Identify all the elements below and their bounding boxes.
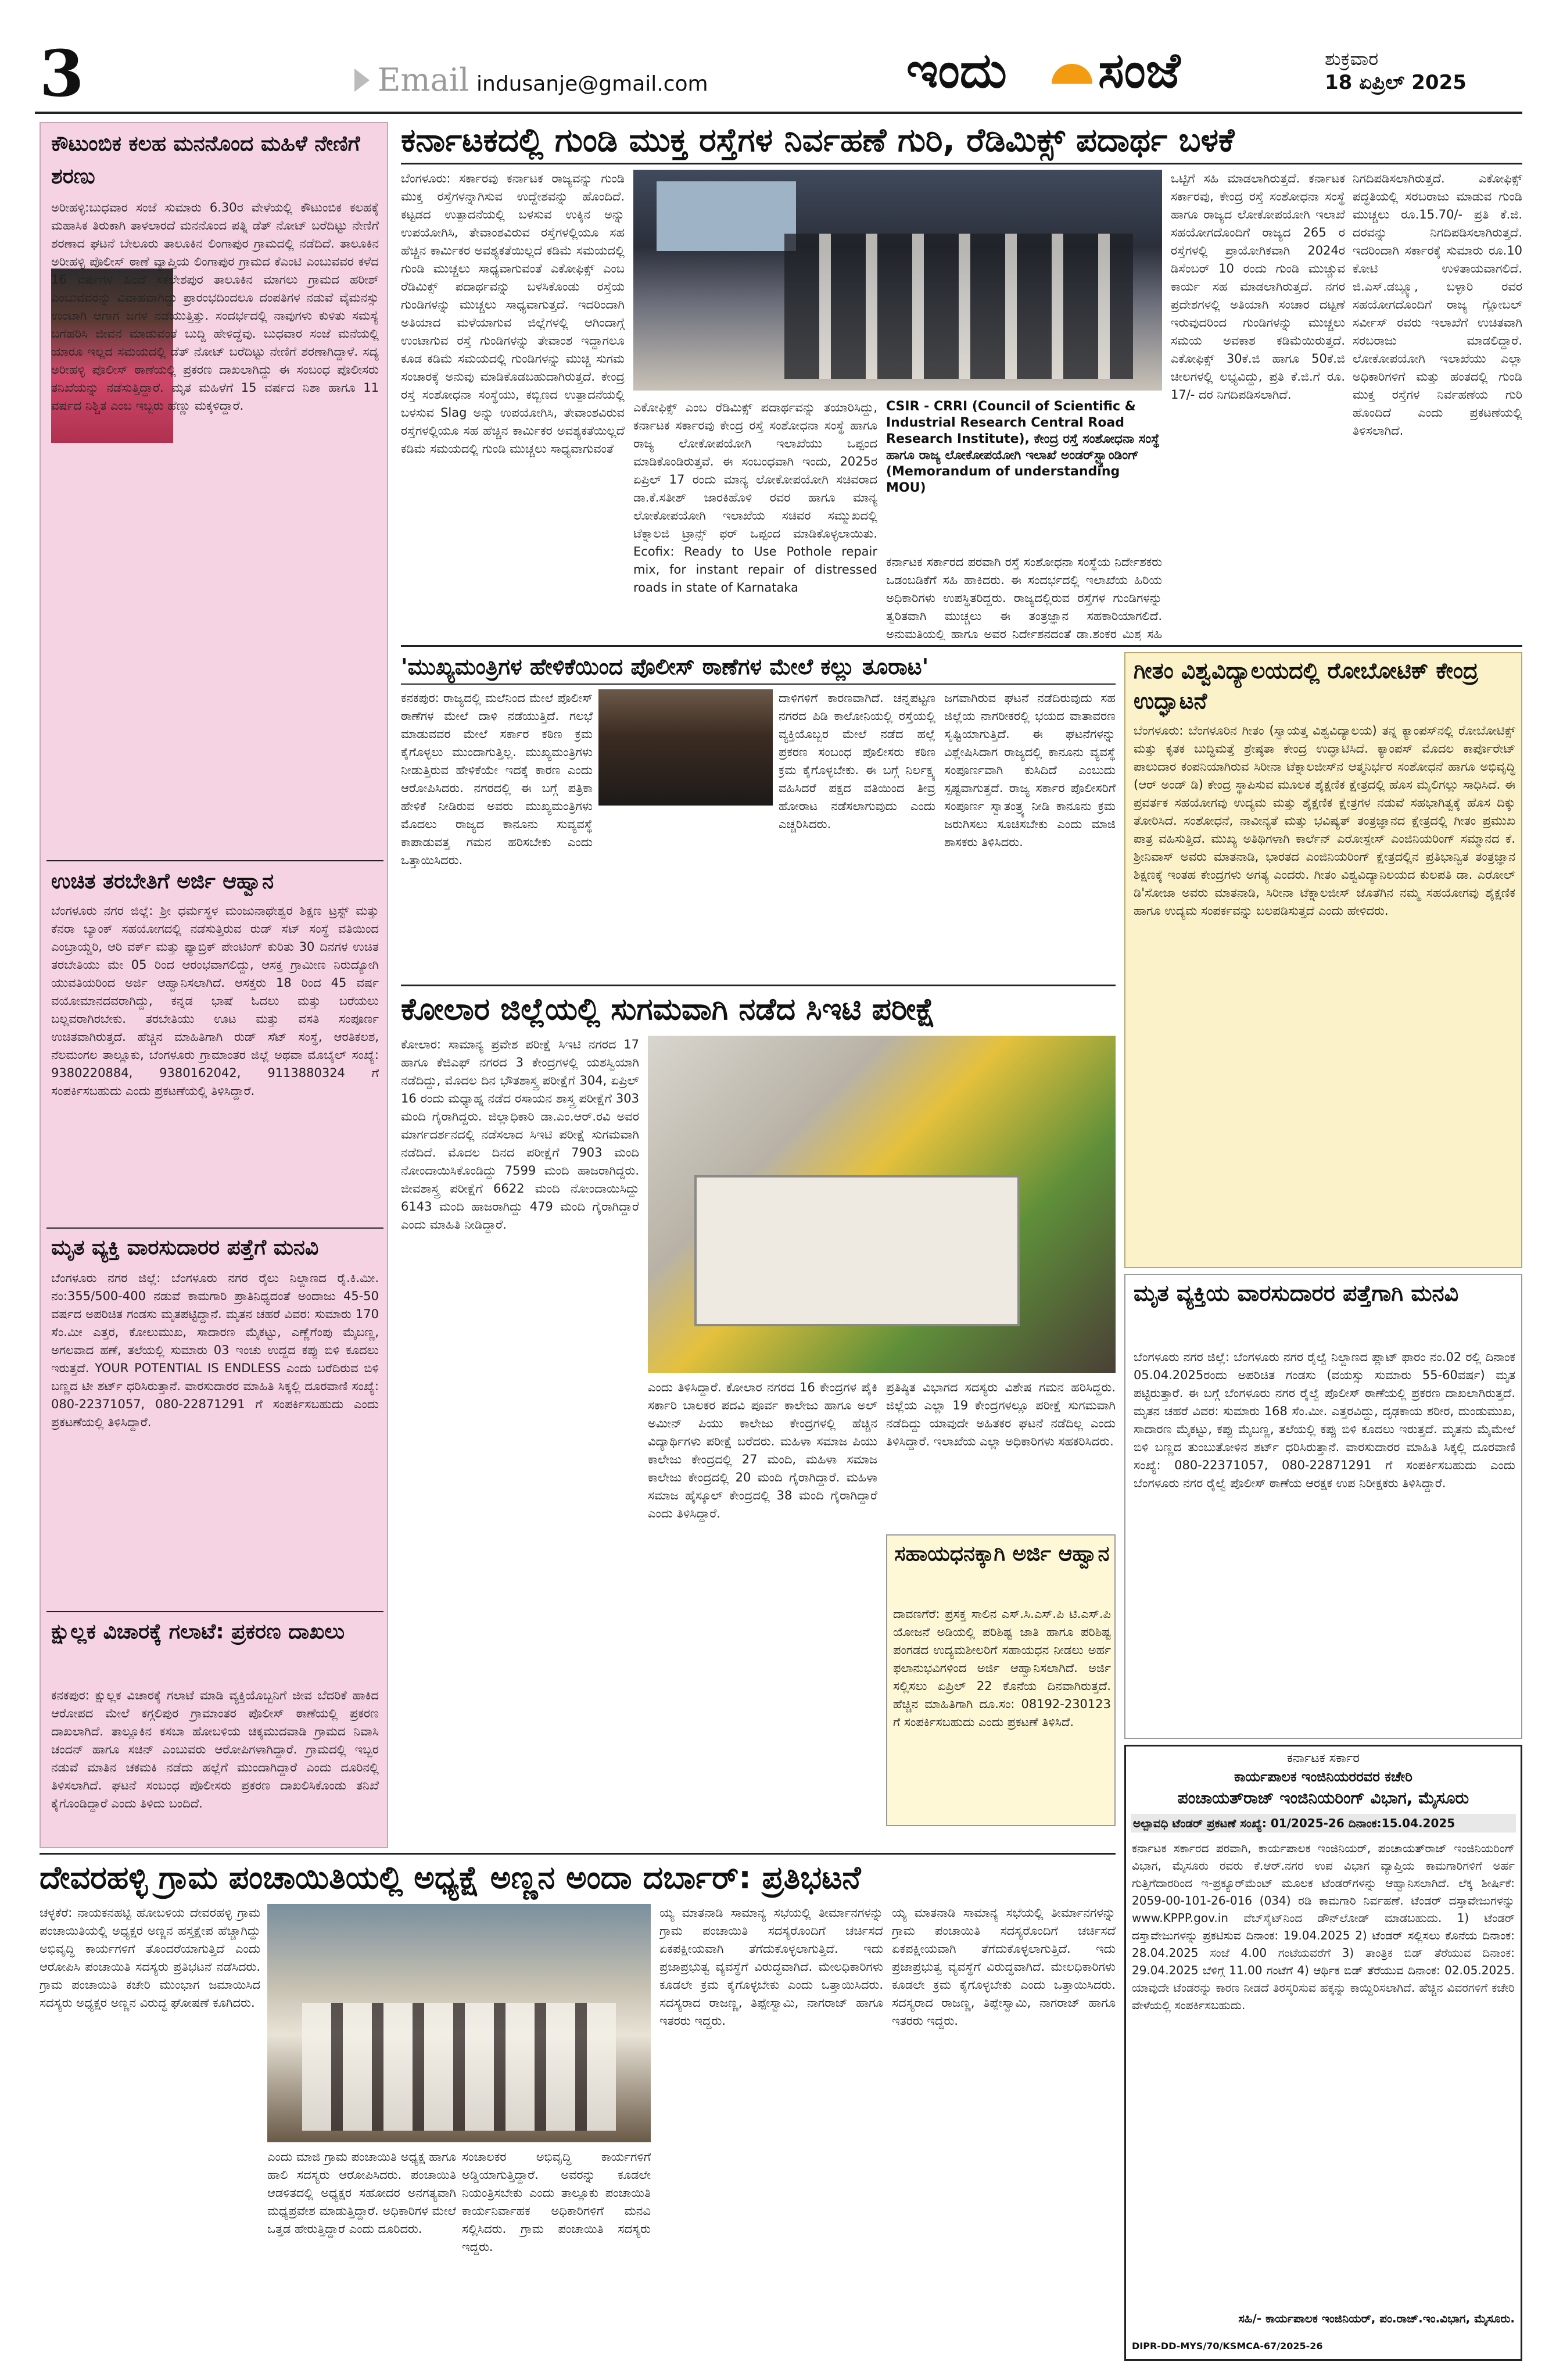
bottom-headline: ದೇವರಹಳ್ಳಿ ಗ್ರಾಮ ಪಂಚಾಯಿತಿಯಲ್ಲಿ ಅಧ್ಯಕ್ಷೆ ಅಣ್ಣನ ಅಂದಾ ದರ್ಬಾರ್: ಪ್ರತಿಭಟನೆ xyxy=(40,1859,861,1896)
issue-date: 18 ಏಪ್ರಿಲ್ 2025 xyxy=(1325,71,1467,94)
story3-headline: ಮೃತ ವ್ಯಕ್ತಿ ವಾರಸುದಾರರ ಪತ್ತೆಗೆ ಮನವಿ xyxy=(51,1236,319,1259)
politician-photo xyxy=(598,689,773,806)
bottom-col3: ಸಂಚಾಲಕರ ಅಭಿವೃದ್ಧಿ ಕಾರ್ಯಗಳಿಗೆ ಅಡ್ಡಿಯಾಗುತ್ತಿದ್ದಾರೆ. ಅವರನ್ನು ಕೂಡಲೇ ನಿಯಂತ್ರಿಸಬೇಕು ಎಂದು ತಾಲ್ಲೂಕು ಪಂಚಾಯಿತಿ ಕಾರ್ಯನಿರ್ವಾಹಕ ಅಧಿಕಾರಿಗಳಿಗೆ ಮನವಿ ಸಲ್ಲಿಸಿದರು. ಗ್ರಾಮ ಪಂಚಾಯಿತಿ ಸದಸ್ಯರು ಇದ್ದರು. xyxy=(462,2150,651,2254)
cm-headline: 'ಮುಖ್ಯಮಂತ್ರಿಗಳ ಹೇಳಿಕೆಯಿಂದ ಪೊಲೀಸ್ ಠಾಣೆಗಳ ಮೇಲೆ ಕಲ್ಲು ತೂರಾಟ' xyxy=(401,654,929,679)
bottom-top-rule xyxy=(40,1853,1116,1855)
tender-body: ಕರ್ನಾಟಕ ಸರ್ಕಾರದ ಪರವಾಗಿ, ಕಾರ್ಯಪಾಲಕ ಇಂಜಿನಿಯರ್, ಪಂಚಾಯತ್‌ರಾಜ್ ಇಂಜಿನಿಯರಿಂಗ್ ವಿಭಾಗ, ಮೈಸೂರು ರವರು ಕೆ.ಆರ್.ನಗರ ಉಪ ವಿಭಾಗ ವ್ಯಾಪ್ತಿಯ ಕಾಮಗಾರಿಗಳಿಗೆ ಅರ್ಹ ಗುತ್ತಿಗೆದಾರರಿಂದ ಇ-ಪ್ರಕ್ಯೂರ್‌ಮೆಂಟ್ ಮೂಲಕ ಟೆಂಡರ್‌ಗಳನ್ನು ಆಹ್ವಾನಿಸಲಾಗಿದೆ. ಲೆಕ್ಕ ಶೀರ್ಷಿಕೆ: 2059-00-101-26-016 (034) ರಡಿ ಕಾಮಗಾರಿ ನಿರ್ವಹಣೆ. ಟೆಂಡರ್ ದಸ್ತಾವೇಜುಗಳನ್ನು www.KPPP.gov.in ವೆಬ್‌ಸೈಟ್‌ನಿಂದ ಡೌನ್‌ಲೋಡ್ ಮಾಡಬಹುದು. 1) ಟೆಂಡರ್ ದಸ್ತಾವೇಜುಗಳನ್ನು ಪ್ರಕಟಿಸುವ ದಿನಾಂಕ: 19.04.2025 2) ಟೆಂಡರ್ ಸಲ್ಲಿಸಲು ಕೊನೆಯ ದಿನಾಂಕ: 28.04.2025 ಸಂಜೆ 4.00 ಗಂಟೆಯವರೆಗೆ 3) ತಾಂತ್ರಿಕ ಬಿಡ್ ತೆರೆಯುವ ದಿನಾಂಕ: 29.04.2025 ಬೆಳಿಗ್ಗೆ 11.00 ಗಂಟೆಗೆ 4) ಆರ್ಥಿಕ ಬಿಡ್ ತೆರೆಯುವ ದಿನಾಂಕ: 02.05.2025. ಯಾವುದೇ ಟೆಂಡರನ್ನು ಕಾರಣ ನೀಡದೆ ತಿರಸ್ಕರಿಸುವ ಹಕ್ಕನ್ನು ಕಾಯ್ದಿರಿಸಲಾಗಿದೆ. ಹೆಚ್ಚಿನ ವಿವರಗಳಿಗೆ ಕಚೇರಿ ವೇಳೆಯಲ್ಲಿ ಸಂಪರ್ಕಿಸಬಹುದು. xyxy=(1132,1841,1515,2012)
story2-body: ಬೆಂಗಳೂರು ನಗರ ಜಿಲ್ಲೆ: ಶ್ರೀ ಧರ್ಮಸ್ಥಳ ಮಂಜುನಾಥೇಶ್ವರ ಶಿಕ್ಷಣ ಟ್ರಸ್ಟ್ ಮತ್ತು ಕೆನರಾ ಬ್ಯಾಂಕ್ ಸಹಯೋಗದಲ್ಲಿ ನಡೆಸುತ್ತಿರುವ ರುಡ್ ಸೆಟ್ ಸಂಸ್ಥೆ ವತಿಯಿಂದ ಎಂಬ್ರಾಯ್ಡರಿ, ಆರಿ ವರ್ಕ್ ಮತ್ತು ಫ್ಯಾಬ್ರಿಕ್ ಪೇಂಟಿಂಗ್ ಕುರಿತು 30 ದಿನಗಳ ಉಚಿತ ತರಬೇತಿಯು ಮೇ 05 ರಿಂದ ಆರಂಭವಾಗಲಿದ್ದು, ಆಸಕ್ತ ಗ್ರಾಮೀಣ ನಿರುದ್ಯೋಗಿ ಯುವತಿಯರಿಂದ ಅರ್ಜಿ ಆಹ್ವಾನಿಸಲಾಗಿದೆ. ಆಸಕ್ತರು 18 ರಿಂದ 45 ವರ್ಷ ವಯೋಮಾನದವರಾಗಿದ್ದು, ಕನ್ನಡ ಭಾಷೆ ಓದಲು ಮತ್ತು ಬರೆಯಲು ಬಲ್ಲವರಾಗಿರಬೇಕು. ತರಬೇತಿಯು ಊಟ ಮತ್ತು ವಸತಿ ಸಂಪೂರ್ಣ ಉಚಿತವಾಗಿರುತ್ತದೆ. ಹೆಚ್ಚಿನ ಮಾಹಿತಿಗಾಗಿ ರುಡ್ ಸೆಟ್ ಸಂಸ್ಥೆ, ಆರತಿಕಲಶ, ನೆಲಮಂಗಲ ತಾಲ್ಲೂಕು, ಬೆಂಗಳೂರು ಗ್ರಾಮಾಂತರ ಜಿಲ್ಲೆ ಅಥವಾ ಮೊಬೈಲ್ ಸಂಖ್ಯೆ: 9380220884, 9380162042, 9113880324 ಗೆ ಸಂಪರ್ಕಿಸಬಹುದು ಎಂದು ಪ್ರಕಟಣೆಯಲ್ಲಿ ತಿಳಿಸಿದ್ದಾರೆ. xyxy=(51,904,379,1098)
tender-header2: ಕಾರ್ಯಪಾಲಕ ಇಂಜಿನಿಯರರವರ ಕಚೇರಿ xyxy=(1234,1769,1412,1785)
tender-signature: ಸಹಿ/- ಕಾರ್ಯಪಾಲಕ ಇಂಜಿನಿಯರ್, ಪಂ.ರಾಜ್.ಇಂ.ವಿಭಾಗ, ಮೈಸೂರು. xyxy=(1238,2311,1515,2325)
paper-logo xyxy=(906,38,1238,108)
story2-headline: ಉಚಿತ ತರಬೇತಿಗೆ ಅರ್ಜಿ ಆಹ್ವಾನ xyxy=(51,869,274,893)
email-label: Email xyxy=(378,62,469,98)
aid-headline: ಸಹಾಯಧನಕ್ಕಾಗಿ ಅರ್ಜಿ ಆಹ್ವಾನ xyxy=(894,1542,1110,1566)
protest-photo xyxy=(267,1904,651,2142)
tender-header1: ಕರ್ನಾಟಕ ಸರ್ಕಾರ xyxy=(1287,1751,1360,1766)
lead-col3: ಕರ್ನಾಟಕ ಸರ್ಕಾರದ ಪರವಾಗಿ ರಸ್ತೆ ಸಂಶೋಧನಾ ಸಂಸ್ಥೆಯ ನಿರ್ದೇಶಕರು ಒಡಂಬಡಿಕೆಗೆ ಸಹಿ ಹಾಕಿದರು. ಈ ಸಂದರ್ಭದಲ್ಲಿ ಇಲಾಖೆಯ ಹಿರಿಯ ಅಧಿಕಾರಿಗಳು ಉಪಸ್ಥಿತರಿದ್ದರು. ರಾಜ್ಯದಲ್ಲಿರುವ ರಸ್ತೆಗಳ ಗುಂಡಿಗಳನ್ನು ತ್ವರಿತವಾಗಿ ಮುಚ್ಚಲು ಈ ತಂತ್ರಜ್ಞಾನ ಸಹಕಾರಿಯಾಗಲಿದೆ. ಅನುಮತಿಯಲ್ಲಿ ಹಾಗೂ ಅವರ ನಿರ್ದೇಶನದಂತೆ ಡಾ.ಶಂಕರ ಮಿಶ್ರ ಸಹಿ xyxy=(886,555,1162,640)
lead-col2: ಎಕೋಫಿಕ್ಸ್ ಎಂಬ ರೆಡಿಮಿಕ್ಸ್ ಪದಾರ್ಥವನ್ನು ತಯಾರಿಸಿದ್ದು, ಕರ್ನಾಟಕ ಸರ್ಕಾರವು ಕೇಂದ್ರ ರಸ್ತೆ ಸಂಶೋಧನಾ ಸಂಸ್ಥೆ ಹಾಗೂ ರಾಜ್ಯ ಲೋಕೋಪಯೋಗಿ ಇಲಾಖೆಯು ಒಪ್ಪಂದ ಮಾಡಿಕೊಂಡಿರುತ್ತವೆ. ಈ ಸಂಬಂಧವಾಗಿ ಇಂದು, 2025ರ ಏಪ್ರಿಲ್ 17 ರಂದು ಮಾನ್ಯ ಲೋಕೋಪಯೋಗಿ ಸಚಿವರಾದ ಡಾ.ಕೆ.ಸತೀಶ್ ಜಾರಕಿಹೊಳಿ ರವರ ಹಾಗೂ ಮಾನ್ಯ ಲೋಕೋಪಯೋಗಿ ಇಲಾಖೆಯ ಸಚಿವರ ಸಮ್ಮುಖದಲ್ಲಿ ಟೆಕ್ನಾಲಜಿ ಟ್ರಾನ್ಸ್ ಫರ್ ಒಪ್ಪಂದ ಮಾಡಿಕೊಳ್ಳಲಾಯಿತು. Ecofix: Ready to Use Pothole repair mix, for instant repair of distressed roads in state of Karnataka xyxy=(633,400,877,595)
paper-name-right: ಸಂಜೆ xyxy=(1098,42,1181,99)
deceased-box xyxy=(1124,1274,1522,1739)
tender-header3: ಪಂಚಾಯತ್‌ರಾಜ್ ಇಂಜಿನಿಯರಿಂಗ್ ವಿಭಾಗ, ಮೈಸೂರು xyxy=(1177,1788,1469,1808)
lead-headline: ಕರ್ನಾಟಕದಲ್ಲಿ ಗುಂಡಿ ಮುಕ್ತ ರಸ್ತೆಗಳ ನಿರ್ವಹಣೆ ಗುರಿ, ರೆಡಿಮಿಕ್ಸ್ ಪದಾರ್ಥ ಬಳಕೆ xyxy=(401,121,1235,159)
lead-rule xyxy=(401,163,1522,164)
kolar-col3: ಪ್ರತಿಷ್ಠಿತ ವಿಭಾಗದ ಸದಸ್ಯರು ವಿಶೇಷ ಗಮನ ಹರಿಸಿದ್ದರು. ಜಿಲ್ಲೆಯ ಎಲ್ಲಾ 19 ಕೇಂದ್ರಗಳಲ್ಲೂ ಪರೀಕ್ಷೆ ಸುಗಮವಾಗಿ ನಡೆದಿದ್ದು ಯಾವುದೇ ಅಹಿತಕರ ಘಟನೆ ನಡೆದಿಲ್ಲ ಎಂದು ತಿಳಿಸಿದ್ದಾರೆ. ಇಲಾಖೆಯ ಎಲ್ಲಾ ಅಧಿಕಾರಿಗಳು ಸಹಕರಿಸಿದರು. xyxy=(886,1380,1116,1448)
cm-rule xyxy=(401,683,1116,685)
mou-signing-photo xyxy=(633,170,1162,391)
email-arrow-icon xyxy=(354,69,370,92)
aid-body: ದಾವಣಗೆರೆ: ಪ್ರಸಕ್ತ ಸಾಲಿನ ಎಸ್.ಸಿ.ಎಸ್.ಪಿ ಟಿ.ಎಸ್.ಪಿ ಯೋಜನೆ ಅಡಿಯಲ್ಲಿ ಪರಿಶಿಷ್ಟ ಜಾತಿ ಹಾಗೂ ಪರಿಶಿಷ್ಟ ಪಂಗಡದ ಉದ್ಯಮಶೀಲರಿಗೆ ಸಹಾಯಧನ ನೀಡಲು ಅರ್ಹ ಫಲಾನುಭವಿಗಳಿಂದ ಅರ್ಜಿ ಆಹ್ವಾನಿಸಲಾಗಿದೆ. ಅರ್ಜಿ ಸಲ್ಲಿಸಲು ಏಪ್ರಿಲ್ 22 ಕೊನೆಯ ದಿನವಾಗಿರುತ್ತದೆ. ಹೆಚ್ಚಿನ ಮಾಹಿತಿಗಾಗಿ ದೂ.ಸಂ: 08192-230123 ಗೆ ಸಂಪರ್ಕಿಸಬಹುದು ಎಂದು ಪ್ರಕಟಣೆ ತಿಳಿಸಿದೆ. xyxy=(893,1607,1111,1729)
lead-photo-caption: CSIR - CRRI (Council of Scientific & Industrial Research Central Road Research Institute), ಕೇಂದ್ರ ರಸ್ತೆ ಸಂಶೋಧನಾ ಸಂಸ್ಥೆ ಹಾಗೂ ರಾಜ್ಯ ಲೋಕೋಪಯೋಗಿ ಇಲಾಖೆ ಅಂಡರ್‌ಸ್ಟ್ಯಾಂಡಿಂಗ್ (Memorandum of understanding MOU) xyxy=(886,399,1162,550)
paper-name-left: ಇಂದು xyxy=(906,42,1007,99)
bottom-col5: ಯ್ಯ ಮಾತನಾಡಿ ಸಾಮಾನ್ಯ ಸಭೆಯಲ್ಲಿ ತೀರ್ಮಾನಗಳನ್ನು ಗ್ರಾಮ ಪಂಚಾಯಿತಿ ಸದಸ್ಯರೊಂದಿಗೆ ಚರ್ಚಿಸದೆ ಏಕಪಕ್ಷೀಯವಾಗಿ ತೆಗೆದುಕೊಳ್ಳಲಾಗುತ್ತಿದೆ. ಇದು ಪ್ರಜಾಪ್ರಭುತ್ವ ವ್ಯವಸ್ಥೆಗೆ ವಿರುದ್ಧವಾಗಿದೆ. ಮೇಲಧಿಕಾರಿಗಳು ಕೂಡಲೇ ಕ್ರಮ ಕೈಗೊಳ್ಳಬೇಕು ಎಂದು ಒತ್ತಾಯಿಸಿದರು. ಸದಸ್ಯರಾದ ರಾಜಣ್ಣ, ತಿಪ್ಪೇಸ್ವಾಮಿ, ನಾಗರಾಜ್ ಹಾಗೂ ಇತರರು ಇದ್ದರು. xyxy=(892,1906,1116,2028)
deceased-headline: ಮೃತ ವ್ಯಕ್ತಿಯ ವಾರಸುದಾರರ ಪತ್ತೆಗಾಗಿ ಮನವಿ xyxy=(1134,1280,1459,1306)
cet-exam-photo xyxy=(648,1036,1116,1373)
kolar-col2: ಎಂದು ತಿಳಿಸಿದ್ದಾರೆ. ಕೋಲಾರ ನಗರದ 16 ಕೇಂದ್ರಗಳ ಪೈಕಿ ಸರ್ಕಾರಿ ಬಾಲಕರ ಪದವಿ ಪೂರ್ವ ಕಾಲೇಜು ಹಾಗೂ ಅಲ್ ಅಮೀನ್ ಪಿಯು ಕಾಲೇಜು ಕೇಂದ್ರಗಳಲ್ಲಿ ಹೆಚ್ಚಿನ ವಿದ್ಯಾರ್ಥಿಗಳು ಪರೀಕ್ಷೆ ಬರೆದರು. ಮಹಿಳಾ ಸಮಾಜ ಪಿಯು ಕಾಲೇಜು ಕೇಂದ್ರದಲ್ಲಿ 27 ಮಂದಿ, ಮಹಿಳಾ ಸಮಾಜ ಕಾಲೇಜು ಕೇಂದ್ರದಲ್ಲಿ 20 ಮಂದಿ ಗೈರಾಗಿದ್ದಾರೆ. ಮಹಿಳಾ ಸಮಾಜ ಹೈಸ್ಕೂಲ್ ಕೇಂದ್ರದಲ್ಲಿ 38 ಮಂದಿ ಗೈರಾಗಿದ್ದಾರೆ ಎಂದು ತಿಳಿಸಿದ್ದಾರೆ. xyxy=(648,1380,877,1520)
sun-icon xyxy=(1052,64,1092,84)
tender-code: DIPR-DD-MYS/70/KSMCA-67/2025-26 xyxy=(1132,2340,1323,2352)
lead-col4: ಒಟ್ಟಿಗೆ ಸಹಿ ಮಾಡಲಾಗಿರುತ್ತದೆ. ಕರ್ನಾಟಕ ಸರ್ಕಾರವು, ಕೇಂದ್ರ ರಸ್ತೆ ಸಂಶೋಧನಾ ಸಂಸ್ಥೆ ಹಾಗೂ ರಾಜ್ಯದ ಲೋಕೋಪಯೋಗಿ ಇಲಾಖೆ ಸಹಯೋಗದೊಂದಿಗೆ ರಾಜ್ಯದ 265 ರ ರಸ್ತೆಗಳಲ್ಲಿ ಪ್ರಾಯೋಗಿಕವಾಗಿ 2024ರ ಡಿಸೆಂಬರ್ 10 ರಂದು ಗುಂಡಿ ಮುಚ್ಚುವ ಕಾರ್ಯ ಸಹ ಮಾಡಲಾಗಿರುತ್ತದೆ. ನಗರ ಪ್ರದೇಶಗಳಲ್ಲಿ ಅತಿಯಾಗಿ ಸಂಚಾರ ದಟ್ಟಣೆ ಇರುವುದರಿಂದ ಗುಂಡಿಗಳನ್ನು ಮುಚ್ಚಲು ಸಮಯ ಅವಕಾಶ ಕಡಿಮೆಯಿರುತ್ತದೆ. ಎಕೋಫಿಕ್ಸ್ 30ಕೆ.ಜಿ ಹಾಗೂ 50ಕೆ.ಜಿ ಚೀಲಗಳಲ್ಲಿ ಲಭ್ಯವಿದ್ದು, ಪ್ರತಿ ಕೆ.ಜಿ.ಗೆ ರೂ. 17/- ದರ ನಿಗದಿಪಡಿಸಲಾಗಿದೆ. xyxy=(1171,171,1345,402)
cm-bottom-rule xyxy=(401,985,1116,986)
left-column xyxy=(40,122,388,1848)
email-value[interactable]: indusanje@gmail.com xyxy=(476,72,708,96)
bottom-col4: ಯ್ಯ ಮಾತನಾಡಿ ಸಾಮಾನ್ಯ ಸಭೆಯಲ್ಲಿ ತೀರ್ಮಾನಗಳನ್ನು ಗ್ರಾಮ ಪಂಚಾಯಿತಿ ಸದಸ್ಯರೊಂದಿಗೆ ಚರ್ಚಿಸದೆ ಏಕಪಕ್ಷೀಯವಾಗಿ ತೆಗೆದುಕೊಳ್ಳಲಾಗುತ್ತಿದೆ. ಇದು ಪ್ರಜಾಪ್ರಭುತ್ವ ವ್ಯವಸ್ಥೆಗೆ ವಿರುದ್ಧವಾಗಿದೆ. ಮೇಲಧಿಕಾರಿಗಳು ಕೂಡಲೇ ಕ್ರಮ ಕೈಗೊಳ್ಳಬೇಕು ಎಂದು ಒತ್ತಾಯಿಸಿದರು. ಸದಸ್ಯರಾದ ರಾಜಣ್ಣ, ತಿಪ್ಪೇಸ್ವಾಮಿ, ನಾಗರಾಜ್ ಹಾಗೂ ಇತರರು ಇದ್ದರು. xyxy=(659,1906,883,2028)
story1-body: ಅರೀಹಳ್ಳಿ:ಬುಧವಾರ ಸಂಜೆ ಸುಮಾರು 6.30ರ ವೇಳೆಯಲ್ಲಿ ಕೌಟುಂಬಿಕ ಕಲಹಕ್ಕೆ ಮಹಾಸಿಕ ತಿರುಕಾಗಿ ತಾಳಲಾರದೆ ಮನನೊಂದ ಪತ್ನಿ ಡೆತ್ ನೋಟ್ ಬರೆದಿಟ್ಟು ನೇಣಿಗೆ ಶರಣಾದ ಘಟನೆ ಬೇಲೂರು ತಾಲೂಕಿನ ಲಿಂಗಾಪುರ ಗ್ರಾಮದಲ್ಲಿ ನಡೆದಿದೆ. ತಾಲೂಕಿನ ಅರೀಹಳ್ಳಿ ಪೊಲೀಸ್ ಠಾಣೆ ವ್ಯಾಪ್ತಿಯ ಲಿಂಗಾಪುರ ಗ್ರಾಮದ ಕೆಎಂಟಿ ಎಂಬುವವರ ಕಳೆದ 16 ವರ್ಷಗಳ ಹಿಂದೆ ಸಕಲೇಶಪುರ ತಾಲೂಕಿನ ಮಾಗಲು ಗ್ರಾಮದ ಹರೀಶ್ ಎಂಬುವವರನ್ನು ವಿವಾಹವಾಗಿದ್ದು ಪ್ರಾರಂಭದಿಂದಲೂ ದಂಪತಿಗಳ ನಡುವೆ ವೈಮನಸ್ಸು ಉಂಟಾಗಿ ಆಗಾಗ ಜಗಳ ನಡೆಯುತ್ತಿತ್ತು. ಸಂದರ್ಭದಲ್ಲಿ ನಾವುಗಳು ಕುಳಿತು ಸಮಸ್ಯೆ ಬಗೆಹರಿಸಿ ಜೀವನ ಮಾಡುವಂತೆ ಬುದ್ದಿ ಹೇಳಿದ್ದೆವು. ಬುಧವಾರ ಸಂಜೆ ಮನೆಯಲ್ಲಿ ಯಾರೂ ಇಲ್ಲದ ಸಮಯದಲ್ಲಿ ಡೆತ್ ನೋಟ್ ಬರೆದಿಟ್ಟು ನೇಣಿಗೆ ಶರಣಾಗಿದ್ದಾಳೆ. ಸದ್ಯ ಅರೀಹಳ್ಳಿ ಪೊಲೀಸ್ ಠಾಣೆಯಲ್ಲಿ ಪ್ರಕರಣ ದಾಖಲಾಗಿದ್ದು ಈ ಸಂಬಂಧ ಪೊಲೀಸರು ತನಿಖೆಯನ್ನು ನಡೆಸುತ್ತಿದ್ದಾರೆ. ಮೃತ ಮಹಿಳೆಗೆ 15 ವರ್ಷದ ನಿಶಾ ಹಾಗೂ 11 ವರ್ಷದ ನಿಶ್ಚಿತ ಎಂಬ ಇಬ್ಬರು ಹೆಣ್ಣು ಮಕ್ಕಳಿದ್ದಾರೆ. xyxy=(51,201,379,413)
divider xyxy=(46,1227,383,1229)
stage-screen xyxy=(657,181,796,251)
story4-headline: ಕ್ಷುಲ್ಲಕ ವಿಚಾರಕ್ಕೆ ಗಲಾಟೆ: ಪ್ರಕರಣ ದಾಖಲು xyxy=(51,1620,345,1644)
people-group xyxy=(302,2003,616,2131)
kolar-col1: ಕೋಲಾರ: ಸಾಮಾನ್ಯ ಪ್ರವೇಶ ಪರೀಕ್ಷೆ ಸಿಇಟಿ ನಗರದ 17 ಹಾಗೂ ಕೆಜಿಎಫ್ ನಗರದ 3 ಕೇಂದ್ರಗಳಲ್ಲಿ ಯಶಸ್ವಿಯಾಗಿ ನಡೆದಿದ್ದು, ಮೊದಲ ದಿನ ಭೌತಶಾಸ್ತ್ರ ಪರೀಕ್ಷೆಗೆ 304, ಏಪ್ರಿಲ್ 16 ರಂದು ಮಧ್ಯಾಹ್ನ ನಡೆದ ರಸಾಯನ ಶಾಸ್ತ್ರ ಪರೀಕ್ಷೆಗೆ 303 ಮಂದಿ ಗೈರಾಗಿದ್ದರು. ಜಿಲ್ಲಾಧಿಕಾರಿ ಡಾ.ಎಂ.ಆರ್.ರವಿ ಅವರ ಮಾರ್ಗದರ್ಶನದಲ್ಲಿ ನಡೆಸಲಾದ ಸಿಇಟಿ ಪರೀಕ್ಷೆ ಸುಗಮವಾಗಿ ನಡೆದಿದೆ. ಮೊದಲ ದಿನದ ಪರೀಕ್ಷೆಗೆ 7903 ಮಂದಿ ನೋಂದಾಯಿಸಿಕೊಂಡಿದ್ದು 7599 ಮಂದಿ ಹಾಜರಾಗಿದ್ದರು. ಜೀವಶಾಸ್ತ್ರ ಪರೀಕ್ಷೆಗೆ 6622 ಮಂದಿ ನೋಂದಾಯಿಸಿದ್ದು 6143 ಮಂದಿ ಹಾಜರಾಗಿದ್ದು 479 ಮಂದಿ ಗೈರಾಗಿದ್ದಾರೆ ಎಂದು ಮಾಹಿತಿ ನೀಡಿದ್ದಾರೆ. xyxy=(401,1037,639,1232)
lead-bottom-rule xyxy=(401,645,1522,647)
lead-col1: ಬೆಂಗಳೂರು: ಸರ್ಕಾರವು ಕರ್ನಾಟಕ ರಾಜ್ಯವನ್ನು ಗುಂಡಿ ಮುಕ್ತ ರಸ್ತೆಗಳನ್ನಾಗಿಸುವ ಉದ್ದೇಶವನ್ನು ಹೊಂದಿದೆ. ಕಟ್ಟಡದ ಉತ್ಪಾದನೆಯಲ್ಲಿ ಬಳಸುವ ಉಕ್ಕಿನ ಅನ್ನು ಉಪಯೋಗಿಸಿ, ತೇವಾಂಶವಿರುವ ರಸ್ತೆಗಳಲ್ಲಿಯೂ ಸಹ ಹೆಚ್ಚಿನ ಕಾರ್ಮಿಕರ ಅವಶ್ಯಕತೆಯಿಲ್ಲದೆ ಕಡಿಮೆ ಸಮಯದಲ್ಲಿ ಗುಂಡಿ ಮುಚ್ಚಲು ಸಾಧ್ಯವಾಗುವಂತೆ ಎಕೋಫಿಕ್ಸ್ ಎಂಬ ರೆಡಿಮಿಕ್ಸ್ ಪದಾರ್ಥವನ್ನು ಬಳಸಿಕೊಂಡು ರಸ್ತೆಯ ಗುಂಡಿಗಳನ್ನು ಮುಚ್ಚಲು ಸಾಧ್ಯವಾಗುತ್ತದೆ. ಇದರಿಂದಾಗಿ ಅತಿಯಾದ ಮಳೆಯಾಗುವ ಜಿಲ್ಲೆಗಳಲ್ಲಿ ಆಗಿಂದಾಗ್ಗೆ ಉಂಟಾಗುವ ರಸ್ತೆ ಗುಂಡಿಗಳನ್ನು ತೇವಾಂಶ ಇದ್ದಾಗಲೂ ಕೂಡ ಕಡಿಮೆ ಸಮಯದಲ್ಲಿ ಗುಂಡಿಗಳನ್ನು ಮುಚ್ಚಿ ಸುಗಮ ಸಂಚಾರಕ್ಕೆ ಅನುವು ಮಾಡಿಕೊಡಬಹುದಾಗಿರುತ್ತದೆ. ಕೇಂದ್ರ ರಸ್ತೆ ಸಂಶೋಧನಾ ಸಂಸ್ಥೆಯು, ಕಬ್ಬಿಣದ ಉತ್ಪಾದನೆಯಲ್ಲಿ ಬಳಸುವ Slag ಅನ್ನು ಉಪಯೋಗಿಸಿ, ತೇವಾಂಶವಿರುವ ರಸ್ತೆಗಳಲ್ಲಿಯೂ ಸಹ ಹೆಚ್ಚಿನ ಕಾರ್ಮಿಕರ ಅವಶ್ಯಕತೆಯಿಲ್ಲದೆ ಕಡಿಮೆ ಸಮಯದಲ್ಲಿ ಗುಂಡಿ ಮುಚ್ಚಲು ಸಾಧ್ಯವಾಗುವಂತೆ xyxy=(401,171,625,456)
lead-col5: ನಿಗದಿಪಡಿಸಲಾಗಿರುತ್ತದೆ. ಎಕೋಫಿಕ್ಸ್ ಪದ್ಧತಿಯಲ್ಲಿ ಸರಬರಾಜು ಮಾಡುವ ಗುಂಡಿ ಮುಚ್ಚಲು ರೂ.15.70/- ಪ್ರತಿ ಕೆ.ಜಿ. ದರವನ್ನು ನಿಗದಿಪಡಿಸಲಾಗಿರುತ್ತದೆ. ಇದರಿಂದಾಗಿ ಸರ್ಕಾರಕ್ಕೆ ಸುಮಾರು ರೂ.10 ಕೋಟಿ ಉಳಿತಾಯವಾಗಲಿದೆ. ಜಿ.ಎಸ್.ಡಬ್ಲ್ಯೂ, ಬಳ್ಳಾರಿ ರವರ ಸಹಯೋಗದೊಂದಿಗೆ ರಾಜ್ಯ ಗ್ಲೋಬಲ್ ಸರ್ವೀಸ್ ರವರು ಇಲಾಖೆಗೆ ಉಚಿತವಾಗಿ ಸರಬರಾಜು ಮಾಡಲಿದ್ದಾರೆ. ಲೋಕೋಪಯೋಗಿ ಇಲಾಖೆಯು ಎಲ್ಲಾ ಅಧಿಕಾರಿಗಳಿಗೆ ಮತ್ತು ಹಂತದಲ್ಲಿ ಗುಂಡಿ ಮುಕ್ತ ರಸ್ತೆಗಳ ನಿರ್ವಹಣೆಯ ಗುರಿ ಹೊಂದಿದೆ ಎಂದು ಪ್ರಕಟಣೆಯಲ್ಲಿ ತಿಳಿಸಲಾಗಿದೆ. xyxy=(1353,171,1522,438)
officials-row xyxy=(784,234,1133,379)
tender-ref: ಅಲ್ಪಾವಧಿ ಟೆಂಡರ್ ಪ್ರಕಟಣೆ ಸಂಖ್ಯೆ: 01/2025-26 ದಿನಾಂಕ:15.04.2025 xyxy=(1131,1814,1516,1833)
aid-box xyxy=(886,1534,1116,1826)
masthead xyxy=(0,0,1556,116)
cm-col1: ಕನಕಪುರ: ರಾಜ್ಯದಲ್ಲಿ ಮಲೆನಿಂದ ಮೇಲೆ ಪೊಲೀಸ್ ಠಾಣೆಗಳ ಮೇಲೆ ದಾಳಿ ನಡೆಯುತ್ತಿದೆ. ಗಲಭೆ ಮಾಡುವವರ ಮೇಲೆ ಸರ್ಕಾರ ಕಠಿಣ ಕ್ರಮ ಕೈಗೊಳ್ಳಲು ಮುಂದಾಗುತ್ತಿಲ್ಲ. ಮುಖ್ಯಮಂತ್ರಿಗಳು ನೀಡುತ್ತಿರುವ ಹೇಳಿಕೆಯೇ ಇದಕ್ಕೆ ಕಾರಣ ಎಂದು ಆರೋಪಿಸಿದರು. ನಗರದಲ್ಲಿ ಈ ಬಗ್ಗೆ ಪತ್ರಿಕಾ ಹೇಳಿಕೆ ನೀಡಿರುವ ಅವರು ಮುಖ್ಯಮಂತ್ರಿಗಳು ಮೊದಲು ರಾಜ್ಯದ ಕಾನೂನು ಸುವ್ಯವಸ್ಥೆ ಕಾಪಾಡುವತ್ತ ಗಮನ ಹರಿಸಬೇಕು ಎಂದು ಒತ್ತಾಯಿಸಿದರು. xyxy=(401,691,593,867)
bottom-col1: ಚಳ್ಳಕೆರೆ: ನಾಯಕನಹಟ್ಟಿ ಹೋಬಳಿಯ ದೇವರಹಳ್ಳಿ ಗ್ರಾಮ ಪಂಚಾಯಿತಿಯಲ್ಲಿ ಅಧ್ಯಕ್ಷರ ಅಣ್ಣನ ಹಸ್ತಕ್ಷೇಪ ಹೆಚ್ಚಾಗಿದ್ದು ಅಭಿವೃದ್ಧಿ ಕಾರ್ಯಗಳಿಗೆ ತೊಂದರೆಯಾಗುತ್ತಿದೆ ಎಂದು ಆರೋಪಿಸಿ ಪಂಚಾಯಿತಿ ಸದಸ್ಯರು ಪ್ರತಿಭಟನೆ ನಡೆಸಿದರು. ಗ್ರಾಮ ಪಂಚಾಯಿತಿ ಕಚೇರಿ ಮುಂಭಾಗ ಜಮಾಯಿಸಿದ ಸದಸ್ಯರು ಅಧ್ಯಕ್ಷರ ಅಣ್ಣನ ವಿರುದ್ಧ ಘೋಷಣೆ ಕೂಗಿದರು. xyxy=(40,1906,260,2010)
cm-col3: ಜಗವಾಗಿರುವ ಘಟನೆ ನಡೆದಿರುವುದು ಸಹ ಜಿಲ್ಲೆಯ ನಾಗರೀಕರಲ್ಲಿ ಭಯದ ವಾತಾವರಣ ಸೃಷ್ಟಿಯಾಗುತ್ತಿದೆ. ಈ ಘಟನೆಗಳನ್ನು ವಿಶ್ಲೇಷಿಸಿದಾಗ ರಾಜ್ಯದಲ್ಲಿ ಕಾನೂನು ವ್ಯವಸ್ಥೆ ಸಂಪೂರ್ಣವಾಗಿ ಕುಸಿದಿದೆ ಎಂಬುದು ಸ್ಪಷ್ಟವಾಗುತ್ತದೆ. ರಾಜ್ಯ ಸರ್ಕಾರ ಪೊಲೀಸರಿಗೆ ಸಂಪೂರ್ಣ ಸ್ವಾತಂತ್ರ್ಯ ನೀಡಿ ಕಾನೂನು ಕ್ರಮ ಜರುಗಿಸಲು ಸೂಚಿಸಬೇಕು ಎಂದು ಮಾಜಿ ಶಾಸಕರು ತಿಳಿಸಿದರು. xyxy=(944,691,1116,849)
issue-day: ಶುಕ್ರವಾರ xyxy=(1325,48,1379,70)
story4-body: ಕನಕಪುರ: ಕ್ಷುಲ್ಲಕ ವಿಚಾರಕ್ಕೆ ಗಲಾಟೆ ಮಾಡಿ ವ್ಯಕ್ತಿಯೊಬ್ಬನಿಗೆ ಜೀವ ಬೆದರಿಕೆ ಹಾಕಿದ ಆರೋಪದ ಮೇಲೆ ಕಗ್ಗಲಿಪುರ ಗ್ರಾಮಾಂತರ ಪೊಲೀಸ್ ಠಾಣೆಯಲ್ಲಿ ಪ್ರಕರಣ ದಾಖಲಾಗಿದೆ. ತಾಲ್ಲೂಕಿನ ಕಸಬಾ ಹೋಬಳಿಯ ಚಿಕ್ಕಮುದವಾಡಿ ಗ್ರಾಮದ ನಿವಾಸಿ ಚಂದನ್ ಹಾಗೂ ಸಚಿನ್ ಎಂಬುವರು ಆರೋಪಿಗಳಾಗಿದ್ದಾರೆ. ಗ್ರಾಮದಲ್ಲಿ ಇಬ್ಬರ ನಡುವೆ ಮಾತಿನ ಚಕಮಕಿ ನಡೆದು ಹಲ್ಲೆಗೆ ಮುಂದಾಗಿದ್ದಾರೆ ಎಂದು ದೂರಿನಲ್ಲಿ ತಿಳಿಸಲಾಗಿದೆ. ಘಟನೆ ಸಂಬಂಧ ಪೊಲೀಸರು ಪ್ರಕರಣ ದಾಖಲಿಸಿಕೊಂಡು ತನಿಖೆ ಕೈಗೊಂಡಿದ್ದಾರೆ ಎಂದು ತಿಳಿದು ಬಂದಿದೆ. xyxy=(51,1688,379,1810)
kolar-headline: ಕೋಲಾರ ಜಿಲ್ಲೆಯಲ್ಲಿ ಸುಗಮವಾಗಿ ನಡೆದ ಸಿಇಟಿ ಪರೀಕ್ಷೆ xyxy=(401,992,935,1027)
cm-col2: ದಾಳಿಗಳಿಗೆ ಕಾರಣವಾಗಿದೆ. ಚನ್ನಪಟ್ಟಣ ನಗರದ ಪಿಡಿ ಕಾಲೋನಿಯಲ್ಲಿ ರಸ್ತೆಯಲ್ಲಿ ವ್ಯಕ್ತಿಯೊಬ್ಬರ ಮೇಲೆ ನಡೆದ ಹಲ್ಲೆ ಪ್ರಕರಣ ಸಂಬಂಧ ಪೊಲೀಸರು ಕಠಿಣ ಕ್ರಮ ಕೈಗೊಳ್ಳಬೇಕು. ಈ ಬಗ್ಗೆ ನಿರ್ಲಕ್ಷ್ಯ ವಹಿಸಿದರೆ ಪಕ್ಷದ ವತಿಯಿಂದ ತೀವ್ರ ಹೋರಾಟ ನಡೆಸಲಾಗುವುದು ಎಂದು ಎಚ್ಚರಿಸಿದರು. xyxy=(779,691,935,831)
divider xyxy=(46,860,383,861)
deceased-body: ಬೆಂಗಳೂರು ನಗರ ಜಿಲ್ಲೆ: ಬೆಂಗಳೂರು ನಗರ ರೈಲ್ವೆ ನಿಲ್ದಾಣದ ಪ್ಲಾಟ್ ಫಾರಂ ನಂ.02 ರಲ್ಲಿ ದಿನಾಂಕ 05.04.2025ರಂದು ಅಪರಿಚಿತ ಗಂಡಸು (ವಯಸ್ಸು ಸುಮಾರು 55-60ವರ್ಷ) ಮೃತ ಪಟ್ಟಿರುತ್ತಾರೆ. ಈ ಬಗ್ಗೆ ಬೆಂಗಳೂರು ನಗರ ರೈಲ್ವೆ ಪೊಲೀಸ್ ಠಾಣೆಯಲ್ಲಿ ಪ್ರಕರಣ ದಾಖಲಾಗಿರುತ್ತದೆ. ಮೃತನ ಚಹರೆ ವಿವರ: ಸುಮಾರು 168 ಸೆಂ.ಮೀ. ಎತ್ತರವಿದ್ದು, ದೃಢಕಾಯ ಶರೀರ, ದುಂಡುಮುಖ, ಸಾದಾರಣ ಮೈಕಟ್ಟು, ಕಪ್ಪು ಮೈಬಣ್ಣ, ತಲೆಯಲ್ಲಿ ಕಪ್ಪು ಬಿಳಿ ಕೂದಲು ಇರುತ್ತದೆ. ಮೃತನು ಮೈಮೇಲೆ ಬಿಳಿ ಬಣ್ಣದ ತುಂಬುತೋಳಿನ ಶರ್ಟ್ ಧರಿಸಿರುತ್ತಾನೆ. ವಾರಸುದಾರರ ಮಾಹಿತಿ ಸಿಕ್ಕಲ್ಲಿ ದೂರವಾಣಿ ಸಂಖ್ಯೆ: 080-22371057, 080-22871291 ಗೆ ಸಂಪರ್ಕಿಸಬಹುದು ಎಂದು ಬೆಂಗಳೂರು ನಗರ ರೈಲ್ವೆ ಪೊಲೀಸ್ ಠಾಣೆಯ ಆರಕ್ಷಕ ಉಪ ನಿರೀಕ್ಷಕರು ತಿಳಿಸಿದ್ದಾರೆ. xyxy=(1134,1350,1515,1490)
story1-headline: ಕೌಟುಂಬಿಕ ಕಲಹ ಮನನೊಂದ ಮಹಿಳೆ ನೇಣಿಗೆ ಶರಣು xyxy=(51,132,360,188)
masthead-rule xyxy=(35,112,1522,114)
gitam-headline: ಗೀತಂ ವಿಶ್ವವಿದ್ಯಾಲಯದಲ್ಲಿ ರೋಬೋಟಿಕ್ ಕೇಂದ್ರ ಉದ್ಘಾಟನೆ xyxy=(1134,658,1479,714)
divider xyxy=(46,1611,383,1612)
story3-body: ಬೆಂಗಳೂರು ನಗರ ಜಿಲ್ಲೆ: ಬೆಂಗಳೂರು ನಗರ ರೈಲು ನಿಲ್ದಾಣದ ರೈ.ಕಿ.ಮೀ. ನಂ:355/500-400 ನಡುವೆ ಕಾಮಗಾರಿ ಪ್ರಾತಿನಿಧ್ಯದಂತೆ ಅಂದಾಜು 45-50 ವರ್ಷದ ಅಪರಿಚಿತ ಗಂಡಸು ಮೃತಪಟ್ಟಿದ್ದಾನೆ. ಮೃತನ ಚಹರೆ ವಿವರ: ಸುಮಾರು 170 ಸೆಂ.ಮೀ ಎತ್ತರ, ಕೋಲುಮುಖ, ಸಾದಾರಣ ಮೈಕಟ್ಟು, ಎಣ್ಣೆಗೆಂಪು ಮೈಬಣ್ಣ, ಅಗಲವಾದ ಹಣೆ, ತಲೆಯಲ್ಲಿ ಸುಮಾರು 03 ಇಂಚು ಉದ್ದದ ಕಪ್ಪು ಬಿಳಿ ಕೂದಲು ಇರುತ್ತದೆ. YOUR POTENTIAL IS ENDLESS ಎಂದು ಬರೆದಿರುವ ಬಿಳಿ ಬಣ್ಣದ ಟೀ ಶರ್ಟ್ ಧರಿಸಿರುತ್ತಾನೆ. ವಾರಸುದಾರರ ಮಾಹಿತಿ ಸಿಕ್ಕಲ್ಲಿ ದೂರವಾಣಿ ಸಂಖ್ಯೆ: 080-22371057, 080-22871291 ಗೆ ಸಂಪರ್ಕಿಸಬಹುದು ಎಂದು ಪ್ರಕಟಣೆಯಲ್ಲಿ ತಿಳಿಸಿದ್ದಾರೆ. xyxy=(51,1271,379,1429)
gitam-body: ಬೆಂಗಳೂರು: ಬೆಂಗಳೂರಿನ ಗೀತಂ (ಸ್ವಾಯತ್ತ ವಿಶ್ವವಿದ್ಯಾಲಯ) ತನ್ನ ಕ್ಯಾಂಪಸ್‌ನಲ್ಲಿ ರೋಬೋಟಿಕ್ಸ್ ಮತ್ತು ಕೃತಕ ಬುದ್ಧಿಮತ್ತೆ ಶ್ರೇಷ್ಠತಾ ಕೇಂದ್ರ ಉದ್ಘಾಟಿಸಿದೆ. ಕ್ಯಾಂಪಸ್ ಮೊದಲ ಕಾರ್ಪೊರೇಟ್ ಪಾಲುದಾರ ಕಂಪನಿಯಾಗಿರುವ ಸಿರೀನಾ ಟೆಕ್ನಾಲಜೀಸ್‌ನ ಆತ್ಮನಿರ್ಭರ ಸಂಶೋಧನೆ ಹಾಗೂ ಅಭಿವೃದ್ಧಿ (ಆರ್ ಅಂಡ್ ಡಿ) ಕೇಂದ್ರ ಸ್ಥಾಪಿಸುವ ಮೂಲಕ ಶೈಕ್ಷಣಿಕ ಕ್ಷೇತ್ರದಲ್ಲಿ ಹೊಸ ಮೈಲಿಗಲ್ಲು ಸಾಧಿಸಿದೆ. ಈ ಪ್ರವರ್ತಕ ಸಹಯೋಗವು ಉದ್ಯಮ ಮತ್ತು ಶೈಕ್ಷಣಿಕ ಕ್ಷೇತ್ರಗಳ ನಡುವೆ ಸಹಭಾಗಿತ್ವಕ್ಕೆ ಹೊಸ ದಿಕ್ಕು ತೋರಿಸಿದೆ. ಸಂಶೋಧನೆ, ನಾವೀನ್ಯತೆ ಮತ್ತು ಭವಿಷ್ಯತ್ ತಂತ್ರಜ್ಞಾನದ ಕ್ಷೇತ್ರದಲ್ಲಿ ಗೀತಂ ಪ್ರಮುಖ ಪಾತ್ರ ವಹಿಸುತ್ತಿದೆ. ಮುಖ್ಯ ಅತಿಥಿಗಳಾಗಿ ಕಾರ್ಲೆನ್ ಎರೋಸ್ಪೇಸ್ ಎಂಜಿನಿಯರಿಂಗ್ ಸಮ್ಮಾನದ ಕೆ. ಶ್ರೀನಿವಾಸ್ ಅವರು ಮಾತನಾಡಿ, ಭಾರತದ ಎಂಜಿನಿಯರಿಂಗ್ ಕ್ಷೇತ್ರದಲ್ಲಿನ ಪ್ರತಿಭಾನ್ವಿತ ತಂತ್ರಜ್ಞಾನ ಶಿಕ್ಷಣಕ್ಕೆ ಇಂತಹ ಕೇಂದ್ರಗಳು ಅಗತ್ಯ ಎಂದರು. ಗೀತಂ ವಿಶ್ವವಿದ್ಯಾನಿಲಯದ ಕುಲಪತಿ ಡಾ. ಎರೋಲ್ ಡಿ'ಸೋಜಾ ಅವರು ಮಾತನಾಡಿ, ಸಿರೀನಾ ಟೆಕ್ನಾಲಜೀಸ್ ಜೊತೆಗಿನ ನಮ್ಮ ಸಹಯೋಗವು ಶೈಕ್ಷಣಿಕ ಹಾಗೂ ಉದ್ಯಮ ಸಂಪರ್ಕವನ್ನು ಬಲಪಡಿಸುತ್ತದೆ ಎಂದು ಹೇಳಿದರು. xyxy=(1134,724,1515,918)
page-number: 3 xyxy=(40,36,84,111)
notice-board xyxy=(694,1175,1020,1326)
gitam-box xyxy=(1124,652,1522,1268)
tender-notice xyxy=(1124,1745,1522,2361)
bottom-col2: ಎಂದು ಮಾಜಿ ಗ್ರಾಮ ಪಂಚಾಯಿತಿ ಅಧ್ಯಕ್ಷ ಹಾಗೂ ಹಾಲಿ ಸದಸ್ಯರು ಆರೋಪಿಸಿದರು. ಪಂಚಾಯಿತಿ ಆಡಳಿತದಲ್ಲಿ ಅಧ್ಯಕ್ಷರ ಸಹೋದರ ಅನಗತ್ಯವಾಗಿ ಮಧ್ಯಪ್ರವೇಶ ಮಾಡುತ್ತಿದ್ದಾರೆ. ಅಧಿಕಾರಿಗಳ ಮೇಲೆ ಒತ್ತಡ ಹೇರುತ್ತಿದ್ದಾರೆ ಎಂದು ದೂರಿದರು. xyxy=(267,2150,456,2236)
